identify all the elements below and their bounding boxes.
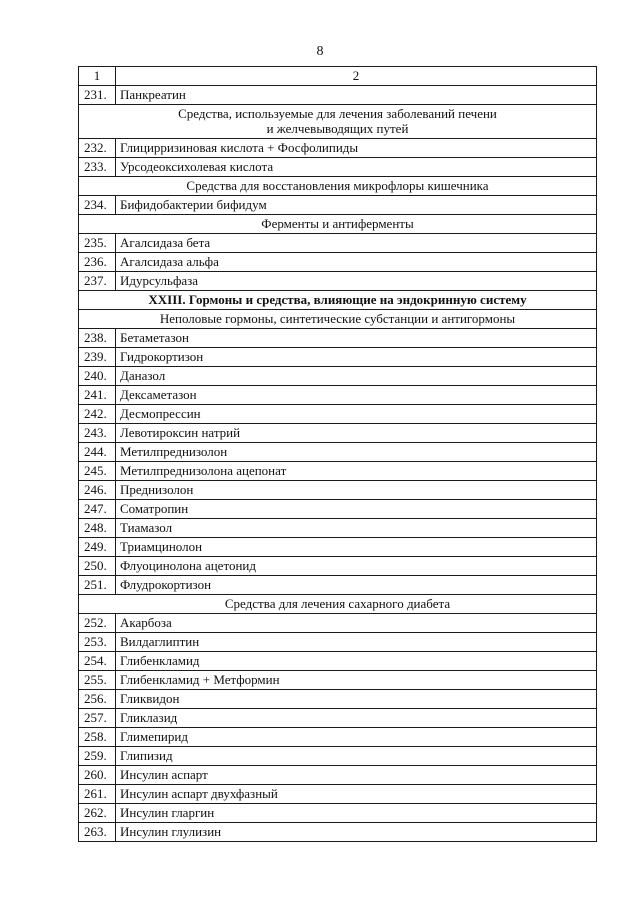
table-row xyxy=(79,234,597,253)
section-heading-row xyxy=(79,291,597,310)
column-header-number: 1 xyxy=(79,67,116,86)
group-heading xyxy=(79,595,597,614)
table-row xyxy=(79,823,597,842)
table-row xyxy=(79,139,597,158)
table-body xyxy=(79,67,597,842)
table-row xyxy=(79,671,597,690)
row-number: 232. xyxy=(79,139,116,158)
table-row xyxy=(79,253,597,272)
table-row xyxy=(79,86,597,105)
page-number: 8 xyxy=(316,44,324,59)
table-row xyxy=(79,158,597,177)
medication-name: Десмопрессин xyxy=(116,405,597,424)
table-row xyxy=(79,766,597,785)
medication-name: Гликлазид xyxy=(116,709,597,728)
row-number: 258. xyxy=(79,728,116,747)
row-number: 249. xyxy=(79,538,116,557)
group-heading xyxy=(79,177,597,196)
medication-name: Глибенкламид + Метформин xyxy=(116,671,597,690)
row-number: 251. xyxy=(79,576,116,595)
row-number: 256. xyxy=(79,690,116,709)
row-number: 239. xyxy=(79,348,116,367)
row-number: 246. xyxy=(79,481,116,500)
group-heading-row xyxy=(79,310,597,329)
medication-name: Дексаметазон xyxy=(116,386,597,405)
medication-name: Вилдаглиптин xyxy=(116,633,597,652)
row-number: 260. xyxy=(79,766,116,785)
medication-name: Агалсидаза альфа xyxy=(116,253,597,272)
row-number: 247. xyxy=(79,500,116,519)
table-row xyxy=(79,348,597,367)
table-row xyxy=(79,272,597,291)
medication-name: Инсулин глулизин xyxy=(116,823,597,842)
row-number: 259. xyxy=(79,747,116,766)
row-number: 237. xyxy=(79,272,116,291)
table-header-row xyxy=(79,67,597,86)
heading-line: XXIII. Гормоны и средства, влияющие на эндокринную систему xyxy=(148,292,527,307)
row-number: 263. xyxy=(79,823,116,842)
group-heading-row xyxy=(79,177,597,196)
group-heading xyxy=(79,215,597,234)
table-row xyxy=(79,500,597,519)
table-row xyxy=(79,481,597,500)
table-row xyxy=(79,557,597,576)
table-row xyxy=(79,405,597,424)
row-number: 254. xyxy=(79,652,116,671)
table-row xyxy=(79,614,597,633)
row-number: 234. xyxy=(79,196,116,215)
medication-name: Гидрокортизон xyxy=(116,348,597,367)
row-number: 241. xyxy=(79,386,116,405)
row-number: 245. xyxy=(79,462,116,481)
row-number: 248. xyxy=(79,519,116,538)
medication-name: Соматропин xyxy=(116,500,597,519)
heading-line: Средства, используемые для лечения заболеваний печени xyxy=(178,106,497,121)
group-heading-row xyxy=(79,105,597,139)
row-number: 244. xyxy=(79,443,116,462)
table-row xyxy=(79,785,597,804)
medication-name: Инсулин гларгин xyxy=(116,804,597,823)
table-row xyxy=(79,424,597,443)
heading-line: Неполовые гормоны, синтетические субстанции и антигормоны xyxy=(159,311,516,326)
table-row xyxy=(79,709,597,728)
medication-name: Идурсульфаза xyxy=(116,272,597,291)
table-row xyxy=(79,747,597,766)
medication-name: Агалсидаза бета xyxy=(116,234,597,253)
medication-name: Урсодеоксихолевая кислота xyxy=(116,158,597,177)
medication-name: Акарбоза xyxy=(116,614,597,633)
medication-name: Гликвидон xyxy=(116,690,597,709)
medication-name: Триамцинолон xyxy=(116,538,597,557)
table-row xyxy=(79,386,597,405)
table-row xyxy=(79,462,597,481)
table-row xyxy=(79,538,597,557)
medication-name: Флудрокортизон xyxy=(116,576,597,595)
table-row xyxy=(79,633,597,652)
group-heading xyxy=(79,310,597,329)
row-number: 235. xyxy=(79,234,116,253)
table-row xyxy=(79,329,597,348)
row-number: 261. xyxy=(79,785,116,804)
medication-name: Метилпреднизолон xyxy=(116,443,597,462)
medication-name: Инсулин аспарт двухфазный xyxy=(116,785,597,804)
heading-line: и желчевыводящих путей xyxy=(266,121,409,136)
section-heading xyxy=(79,291,597,310)
medication-name: Глипизид xyxy=(116,747,597,766)
row-number: 262. xyxy=(79,804,116,823)
medication-name: Левотироксин натрий xyxy=(116,424,597,443)
row-number: 250. xyxy=(79,557,116,576)
group-heading-row xyxy=(79,595,597,614)
medication-name: Бетаметазон xyxy=(116,329,597,348)
row-number: 243. xyxy=(79,424,116,443)
medication-name: Глимепирид xyxy=(116,728,597,747)
row-number: 252. xyxy=(79,614,116,633)
row-number: 231. xyxy=(79,86,116,105)
row-number: 233. xyxy=(79,158,116,177)
medication-table xyxy=(78,66,597,842)
medication-name: Глибенкламид xyxy=(116,652,597,671)
heading-line: Средства для восстановления микрофлоры кишечника xyxy=(186,178,489,193)
table-row xyxy=(79,652,597,671)
table-row xyxy=(79,519,597,538)
table-row xyxy=(79,367,597,386)
row-number: 238. xyxy=(79,329,116,348)
row-number: 240. xyxy=(79,367,116,386)
table-row xyxy=(79,196,597,215)
heading-line: Ферменты и антиферменты xyxy=(261,216,414,231)
medication-name: Флуоцинолона ацетонид xyxy=(116,557,597,576)
medication-name: Преднизолон xyxy=(116,481,597,500)
medication-name: Бифидобактерии бифидум xyxy=(116,196,597,215)
medication-name: Глицирризиновая кислота + Фосфолипиды xyxy=(116,139,597,158)
table-row xyxy=(79,576,597,595)
table-row xyxy=(79,728,597,747)
medication-name: Даназол xyxy=(116,367,597,386)
medication-name: Тиамазол xyxy=(116,519,597,538)
row-number: 255. xyxy=(79,671,116,690)
row-number: 236. xyxy=(79,253,116,272)
heading-line: Средства для лечения сахарного диабета xyxy=(224,596,451,611)
row-number: 242. xyxy=(79,405,116,424)
row-number: 257. xyxy=(79,709,116,728)
table-row xyxy=(79,804,597,823)
column-header-name: 2 xyxy=(116,67,597,86)
medication-name: Метилпреднизолона ацепонат xyxy=(116,462,597,481)
group-heading xyxy=(79,105,597,139)
table-row xyxy=(79,443,597,462)
medication-name: Панкреатин xyxy=(116,86,597,105)
medication-name: Инсулин аспарт xyxy=(116,766,597,785)
table-row xyxy=(79,690,597,709)
row-number: 253. xyxy=(79,633,116,652)
group-heading-row xyxy=(79,215,597,234)
